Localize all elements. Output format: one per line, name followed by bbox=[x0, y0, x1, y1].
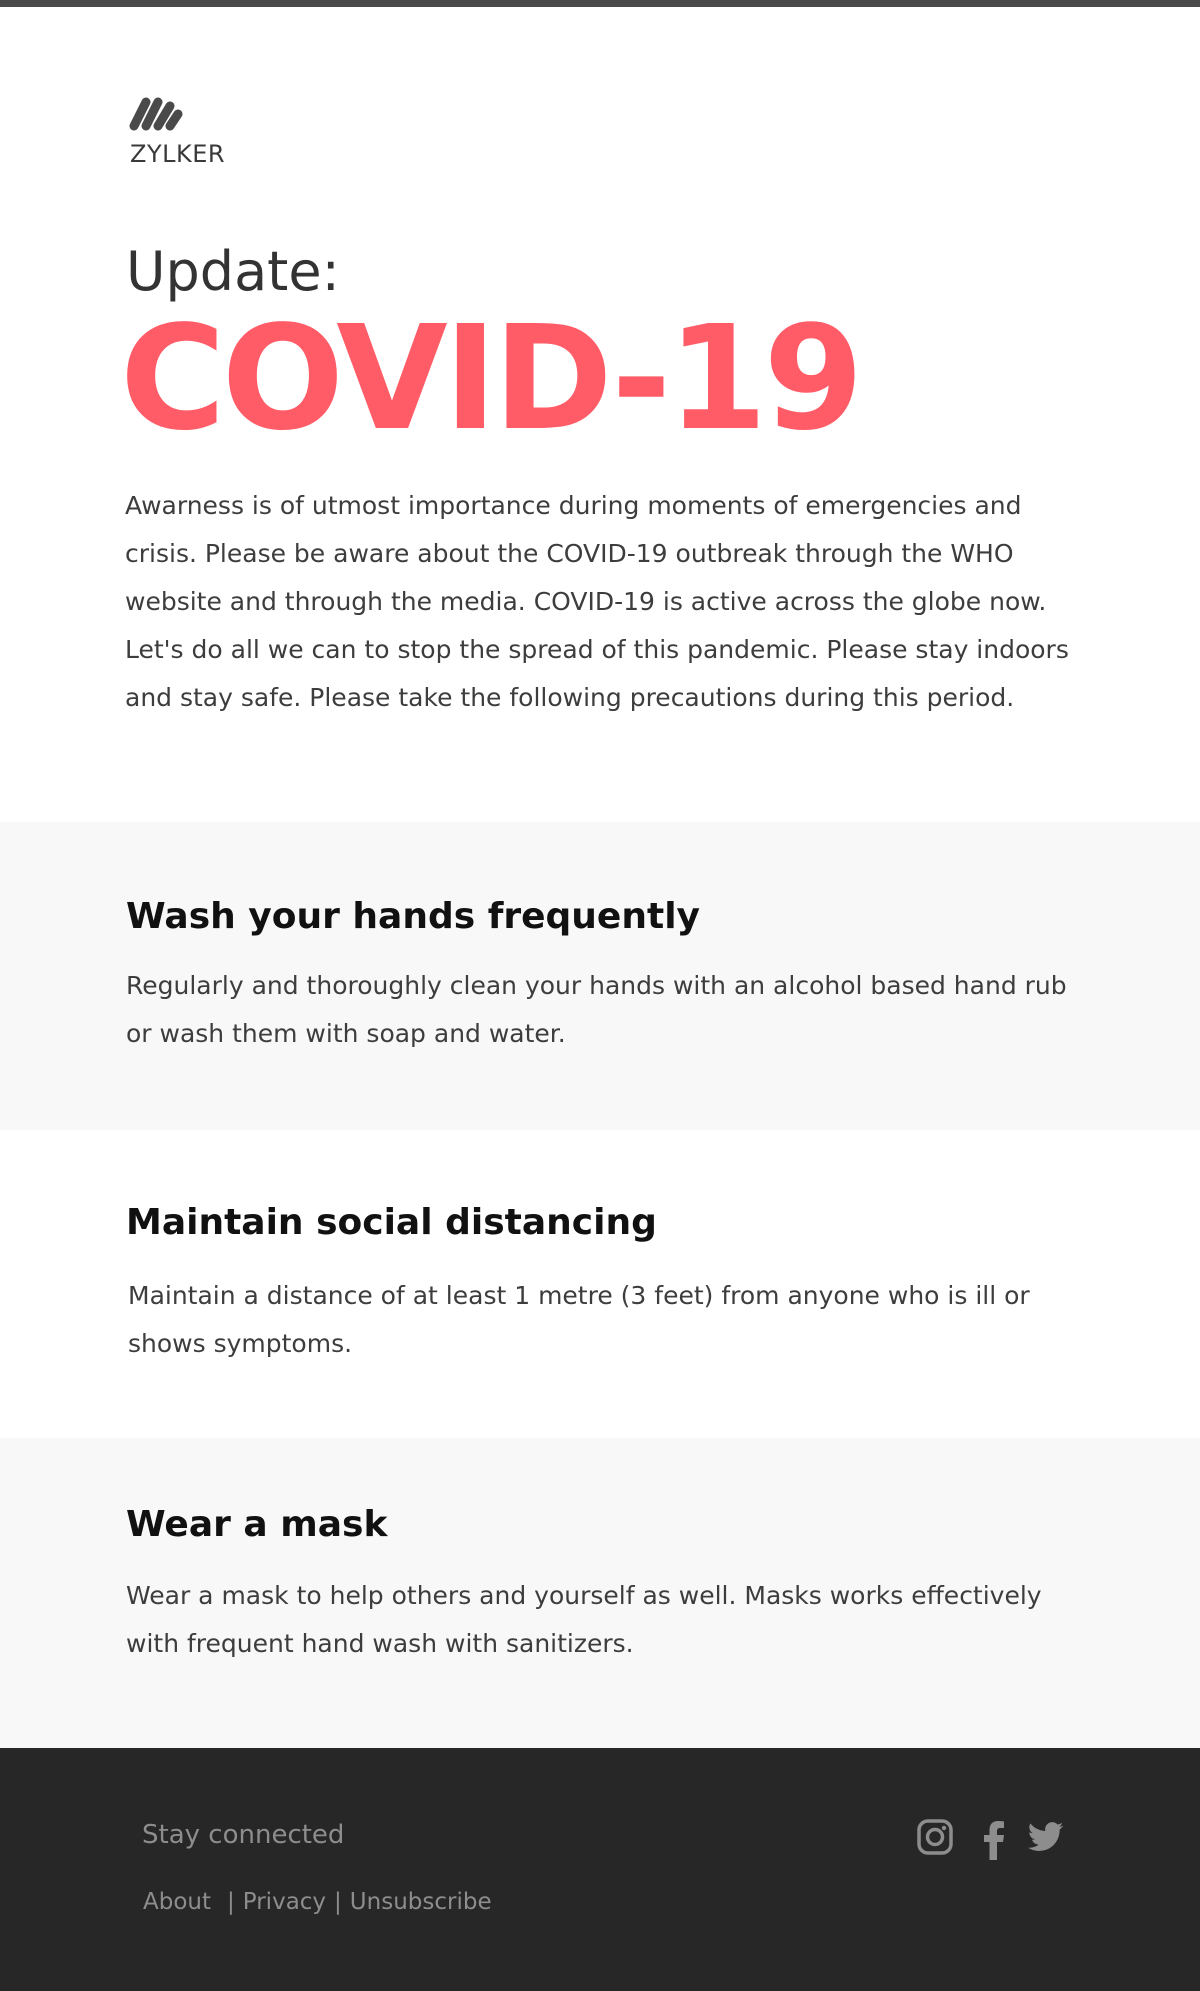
section-body: Maintain a distance of at least 1 metre (3 feet) from anyone who is ill or shows symptoms. bbox=[128, 1281, 1030, 1358]
zylker-logo-icon bbox=[128, 92, 198, 142]
headline: COVID-19 bbox=[120, 294, 860, 462]
link-separator: | bbox=[334, 1889, 342, 1915]
top-accent-bar bbox=[0, 0, 1200, 7]
section-band-mask bbox=[0, 1438, 1200, 1748]
brand-name: ZYLKER bbox=[130, 140, 226, 168]
unsubscribe-link[interactable]: Unsubscribe bbox=[349, 1889, 492, 1915]
section-band-distancing bbox=[0, 1130, 1200, 1438]
twitter-icon[interactable] bbox=[1028, 1822, 1064, 1856]
privacy-link[interactable]: Privacy bbox=[242, 1889, 327, 1915]
section-band-hands bbox=[0, 822, 1200, 1130]
stay-connected-label: Stay connected bbox=[142, 1820, 345, 1850]
instagram-icon[interactable] bbox=[916, 1818, 954, 1860]
section-body: Regularly and thoroughly clean your hands with an alcohol based hand rub or wash them with soap and water. bbox=[126, 971, 1067, 1048]
facebook-icon[interactable] bbox=[983, 1820, 1005, 1864]
section-body: Wear a mask to help others and yourself as well. Masks works effectively with frequent hand wash with sanitizers. bbox=[126, 1581, 1042, 1658]
footer bbox=[0, 1748, 1200, 1991]
section-title: Wash your hands frequently bbox=[126, 896, 700, 937]
footer-links bbox=[143, 1889, 492, 1915]
section-title: Wear a mask bbox=[126, 1504, 388, 1545]
link-separator: | bbox=[227, 1889, 235, 1915]
about-link[interactable]: About bbox=[143, 1889, 212, 1915]
section-title: Maintain social distancing bbox=[126, 1202, 657, 1243]
intro-paragraph: Awarness is of utmost importance during moments of emergencies and crisis. Please be aware about the COVID-19 outbreak through the WHO website and through the media. COVID-19 is active across the globe now. Let's do all we can to stop the spread of this pandemic. Please stay indoors and stay safe. Please take the following precautions during this period. bbox=[125, 491, 1069, 712]
update-label: Update: bbox=[126, 240, 340, 303]
